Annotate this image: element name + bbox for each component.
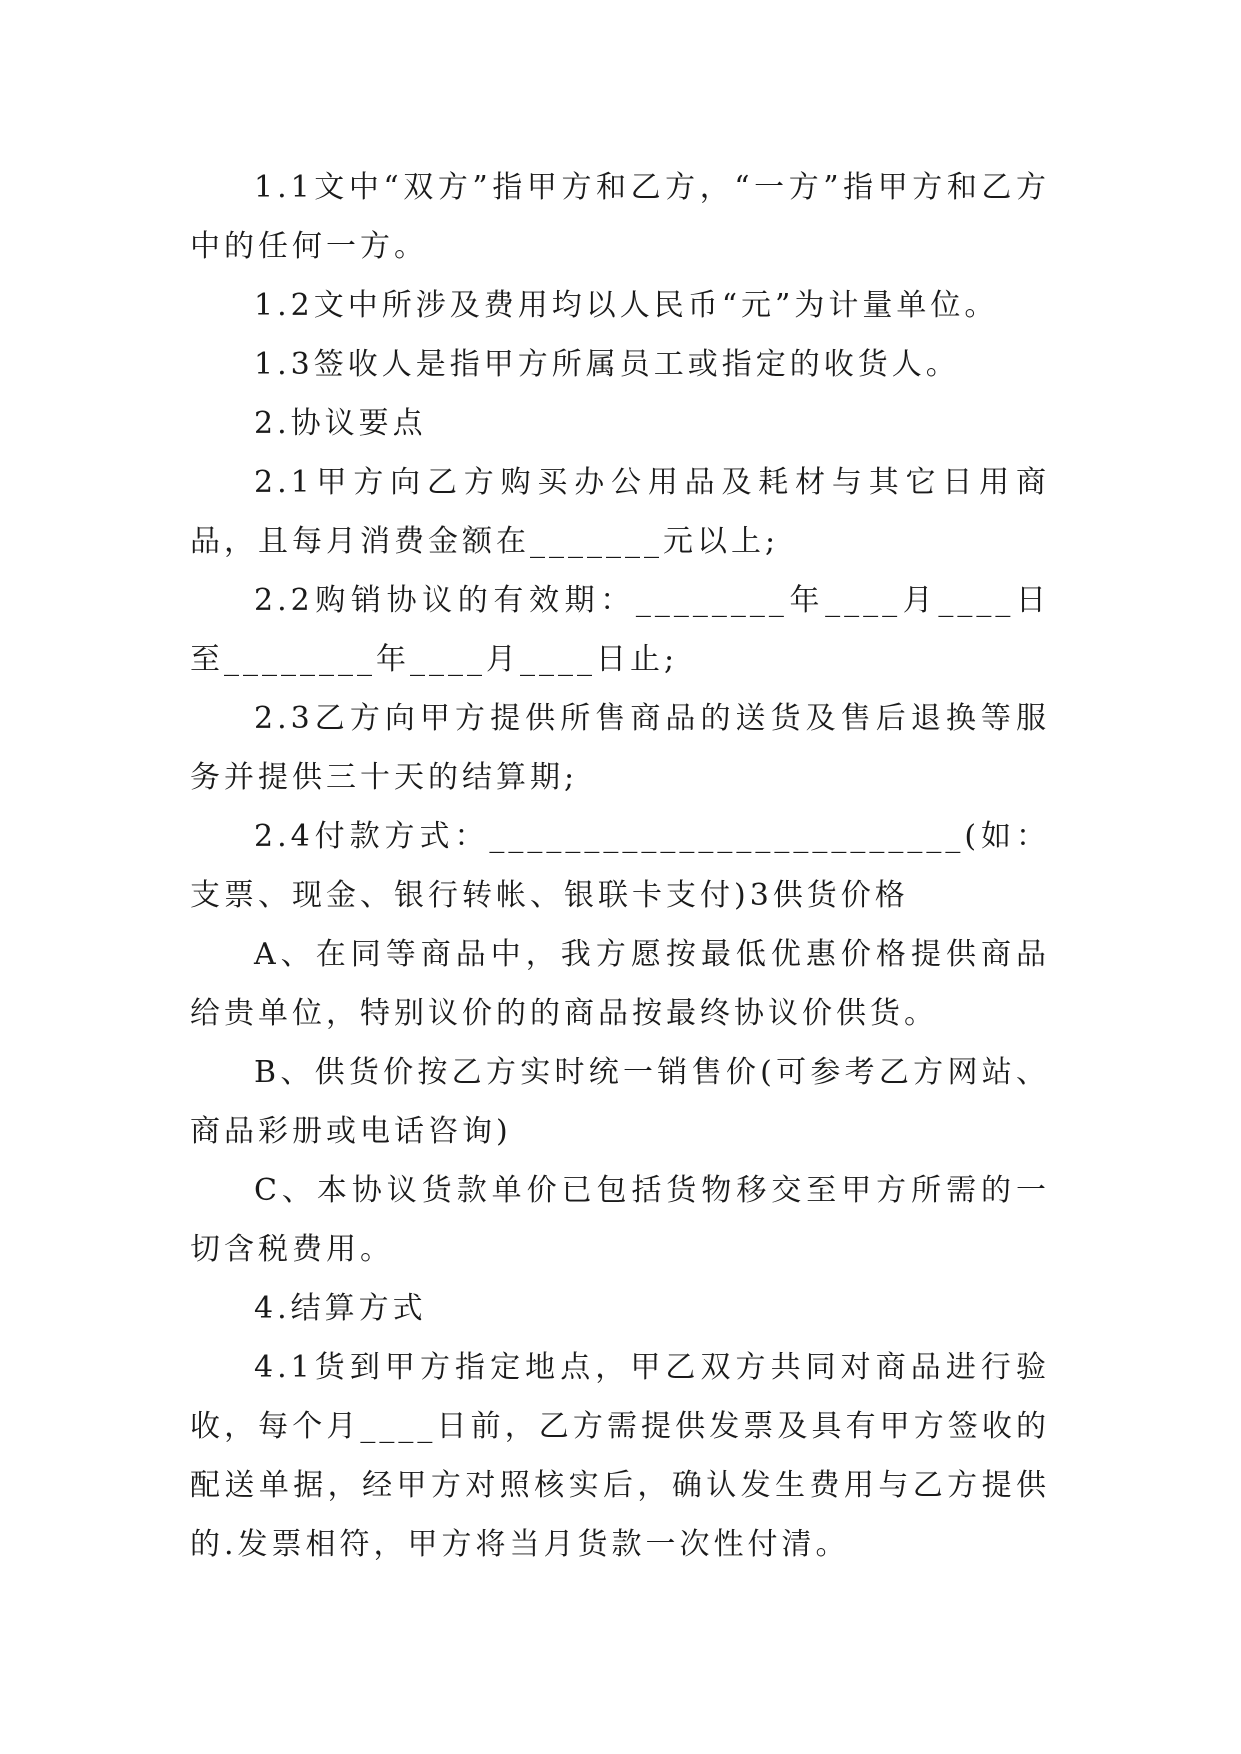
document-body (190, 158, 1050, 1574)
paragraph-a: A、在同等商品中，我方愿按最低优惠价格提供商品给贵单位，特别议价的的商品按最终协议价供货。 (190, 937, 1050, 1031)
paragraph-1-3: 1.3签收人是指甲方所属员工或指定的收货人。 (254, 347, 960, 382)
paragraph-2-2: 2.2购销协议的有效期：________年____月____日至________年____月____日止; (190, 583, 1050, 677)
paragraph-4-1: 4.1货到甲方指定地点，甲乙双方共同对商品进行验收，每个月____日前，乙方需提供发票及具有甲方签收的配送单据，经甲方对照核实后，确认发生费用与乙方提供的.发票相符，甲方将当月货款一次性付清。 (190, 1350, 1050, 1562)
paragraph-b: B、供货价按乙方实时统一销售价(可参考乙方网站、商品彩册或电话咨询) (190, 1055, 1050, 1149)
section-heading-4: 4.结算方式 (254, 1291, 427, 1326)
paragraph-1-2: 1.2文中所涉及费用均以人民币“元”为计量单位。 (254, 288, 999, 323)
paragraph-2-1: 2.1甲方向乙方购买办公用品及耗材与其它日用商品，且每月消费金额在_______元以上; (190, 465, 1050, 559)
section-heading-2: 2.协议要点 (254, 406, 427, 441)
paragraph-2-4: 2.4付款方式：_________________________(如：支票、现金、银行转帐、银联卡支付)3供货价格 (190, 819, 1050, 913)
paragraph-2-3: 2.3乙方向甲方提供所售商品的送货及售后退换等服务并提供三十天的结算期; (190, 701, 1050, 795)
paragraph-c: C、本协议货款单价已包括货物移交至甲方所需的一切含税费用。 (190, 1173, 1050, 1267)
paragraph-1-1: 1.1文中“双方”指甲方和乙方，“一方”指甲方和乙方中的任何一方。 (190, 170, 1050, 264)
